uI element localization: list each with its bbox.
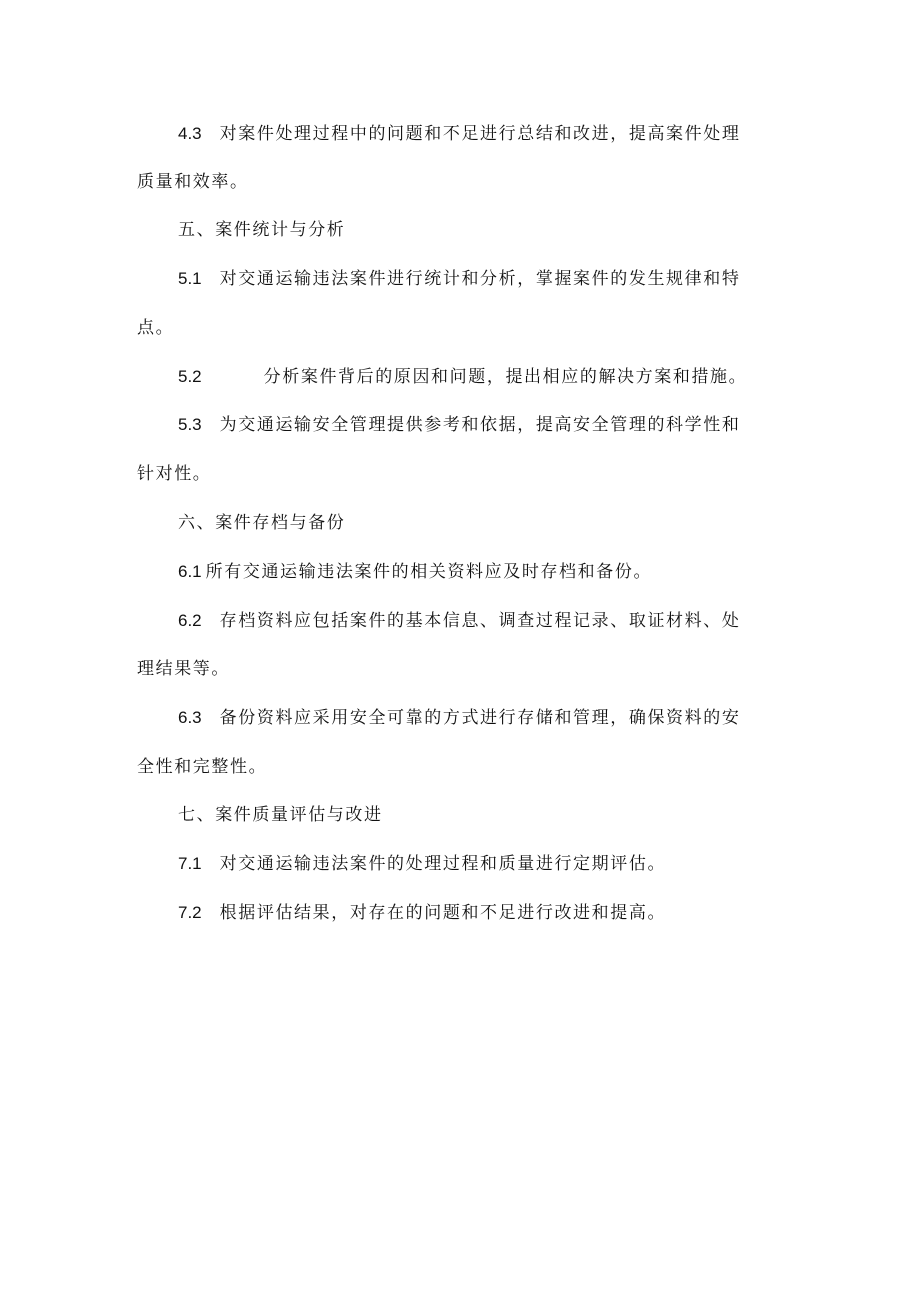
- section-heading-6: [178, 512, 345, 534]
- clause-number: 5.2: [178, 367, 202, 386]
- paragraph-5-1-line-1: [178, 268, 740, 290]
- paragraph-6-3-line-1: [178, 707, 740, 729]
- paragraph-6-2-line-1: [178, 610, 740, 632]
- paragraph-5-2-line-1: [178, 366, 747, 388]
- clause-number: 6.3: [178, 708, 202, 727]
- paragraph-text: 所有交通运输违法案件的相关资料应及时存档和备份。: [205, 562, 653, 582]
- heading-text: 五、案件统计与分析: [178, 220, 346, 240]
- paragraph-4-3-line-1: [178, 123, 740, 145]
- paragraph-text: 根据评估结果，对存在的问题和不足进行改进和提高。: [219, 903, 667, 923]
- paragraph-text: 备份资料应采用安全可靠的方式进行存储和管理，确保资料的安: [219, 708, 741, 728]
- paragraph-text: 质量和效率。: [137, 172, 249, 192]
- paragraph-6-2-line-2: [137, 658, 230, 680]
- paragraph-text: 存档资料应包括案件的基本信息、调查过程记录、取证材料、处: [219, 611, 741, 631]
- paragraph-text: 为交通运输安全管理提供参考和依据，提高安全管理的科学性和: [219, 415, 741, 435]
- section-heading-7: [178, 804, 383, 826]
- paragraph-5-3-line-2: [137, 463, 211, 485]
- paragraph-text: 分析案件背后的原因和问题，提出相应的解决方案和措施。: [263, 367, 748, 387]
- paragraph-6-3-line-2: [137, 756, 267, 778]
- clause-number: 5.1: [178, 269, 202, 288]
- paragraph-4-3-line-2: [137, 171, 249, 193]
- paragraph-7-2-line-1: [178, 902, 666, 924]
- clause-number: 4.3: [178, 124, 202, 143]
- paragraph-5-1-line-2: [137, 317, 174, 339]
- paragraph-text: 针对性。: [137, 464, 212, 484]
- paragraph-text: 对交通运输违法案件的处理过程和质量进行定期评估。: [219, 854, 667, 874]
- paragraph-text: 对案件处理过程中的问题和不足进行总结和改进，提高案件处理: [219, 124, 741, 144]
- paragraph-text: 点。: [137, 318, 175, 338]
- heading-text: 七、案件质量评估与改进: [178, 805, 383, 825]
- clause-number: 7.1: [178, 854, 202, 873]
- heading-text: 六、案件存档与备份: [178, 513, 346, 533]
- paragraph-text: 全性和完整性。: [137, 757, 268, 777]
- clause-number: 6.2: [178, 611, 202, 630]
- paragraph-6-1-line-1: [178, 561, 652, 583]
- paragraph-text: 对交通运输违法案件进行统计和分析，掌握案件的发生规律和特: [219, 269, 741, 289]
- paragraph-7-1-line-1: [178, 853, 666, 875]
- paragraph-5-3-line-1: [178, 414, 740, 436]
- paragraph-text: 理结果等。: [137, 659, 230, 679]
- section-heading-5: [178, 219, 345, 241]
- clause-number: 6.1: [178, 562, 202, 581]
- clause-number: 5.3: [178, 415, 202, 434]
- clause-number: 7.2: [178, 903, 202, 922]
